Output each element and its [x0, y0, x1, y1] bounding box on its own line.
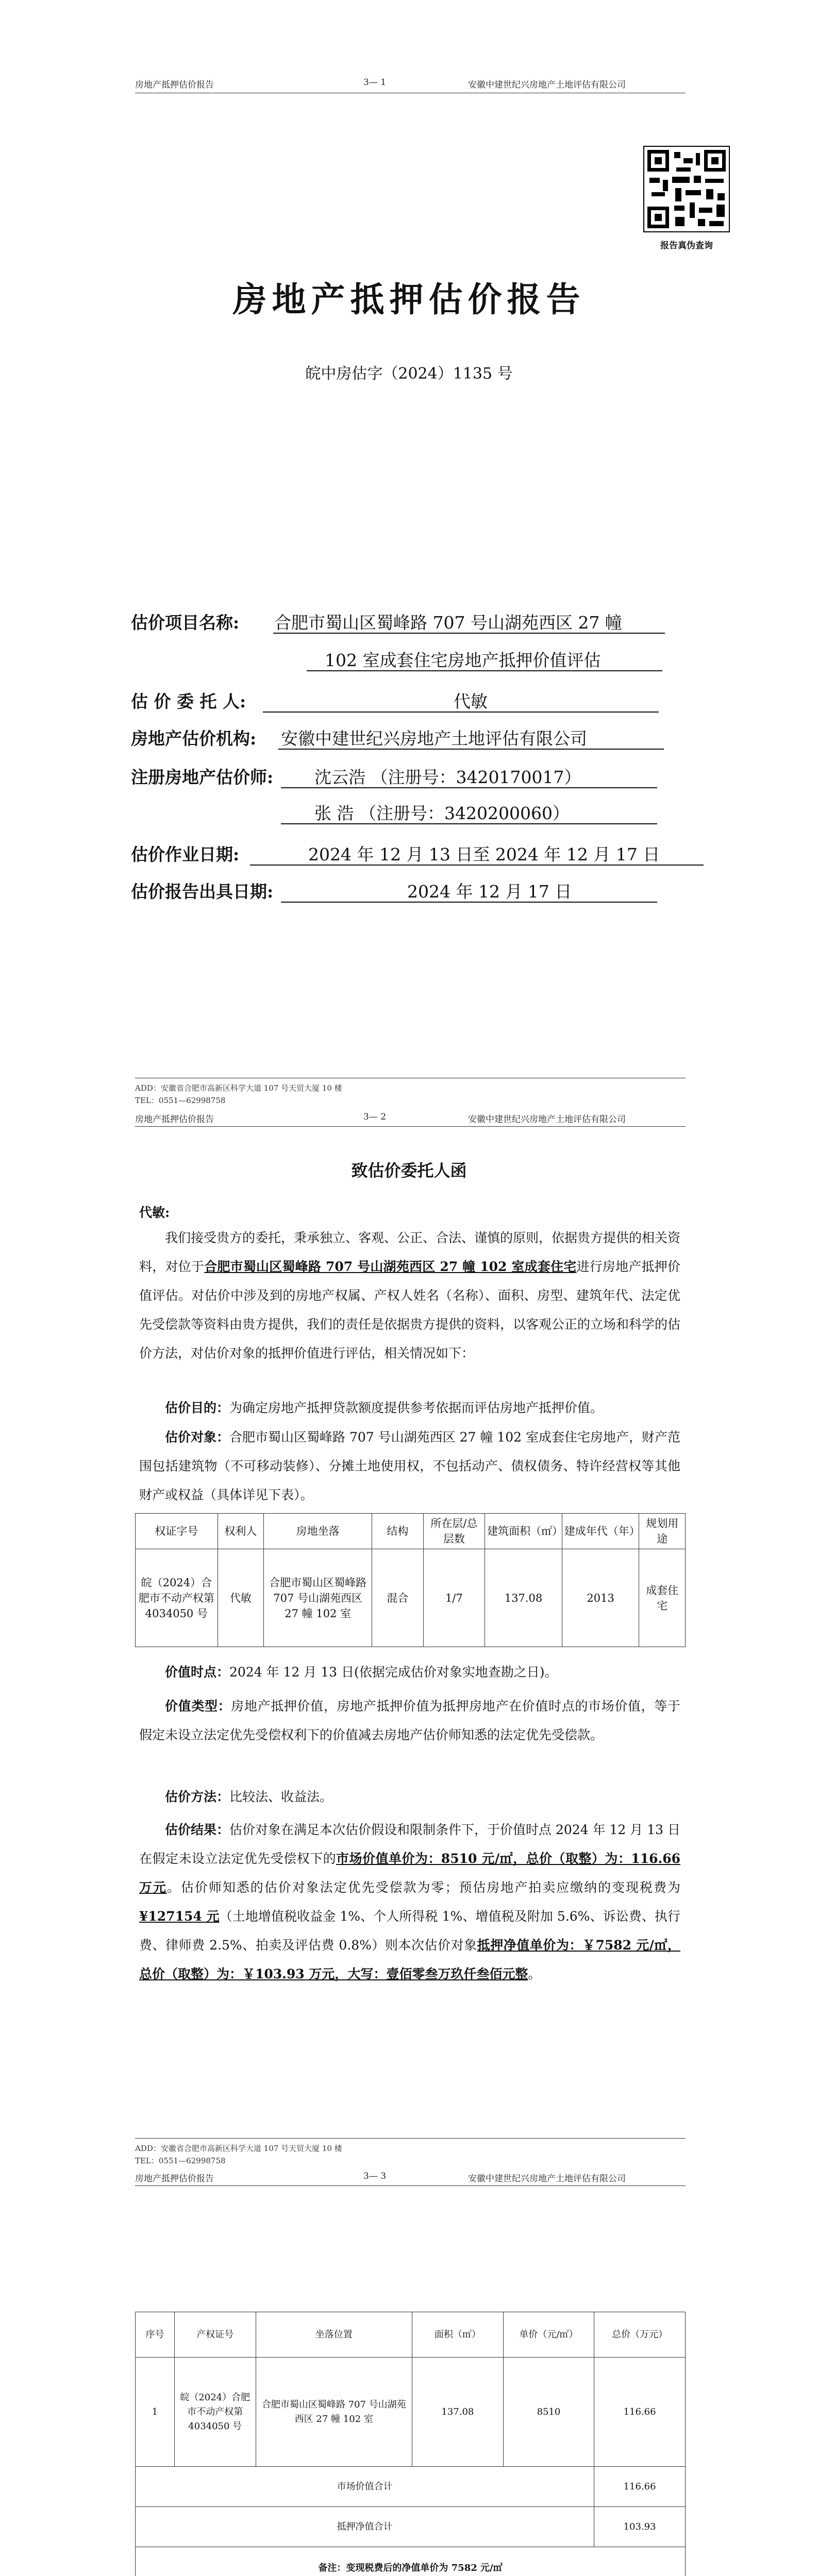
property-table-header: 权证字号 权利人 房地坐落 结构 所在层/总层数 建筑面积（㎡） 建成年代（年） 规划用途: [136, 1514, 686, 1549]
note-row: 备注：变现税费后的净值单价为 7582 元/㎡: [136, 2547, 686, 2576]
page-header-right: 安徽中建世纪兴房地产土地评估有限公司: [468, 80, 626, 90]
project-name-underline1: [273, 633, 665, 634]
work-date-value: 2024 年 12 月 13 日至 2024 年 12 月 17 日: [308, 844, 660, 865]
value-time-paragraph: 价值时点：2024 年 12 月 13 日(依据完成估价对象实地查勘之日)。: [165, 1665, 558, 1680]
page-header-number: 3— 1: [363, 77, 387, 88]
issue-date-value: 2024 年 12 月 17 日: [407, 882, 572, 902]
appraiser-label: 注册房地产估价师:: [131, 767, 274, 787]
appraiser-1: 沈云浩 （注册号：3420170017）: [314, 767, 581, 787]
result-continued-note: [135, 2196, 686, 2304]
page-header-number: 3— 2: [363, 1112, 387, 1122]
table-row: 1 皖（2024）合肥市不动产权第 4034050 号 合肥市蜀山区蜀峰路 707 号山湖苑西区 27 幢 102 室 137.08 8510 116.66: [136, 2358, 686, 2467]
issue-date-label: 估价报告出具日期:: [131, 882, 274, 902]
method-paragraph: 估价方法：比较法、收益法。: [165, 1789, 333, 1804]
client-value: 代敏: [454, 691, 488, 711]
header-divider: [135, 2185, 686, 2186]
valuation-table: [135, 2312, 686, 2576]
letter-intro: 我们接受贵方的委托，秉承独立、客观、公正、合法、谨慎的原则，依据贵方提供的相关资料，对位于合肥市蜀山区蜀峰路 707 号山湖苑西区 27 幢 102 室成套住宅进行房地产抵押价值评估。对估价中涉及到的房地产权属、产权人姓名（名称）、面积、房型、建筑年代、法定优先受偿款等资料由贵方提供，我们的责任是依据贵方提供的资料，以客观公正的立场和科学的估价方法，对估价对象的抵押价值进行评估，相关情况如下：: [139, 1230, 681, 1361]
project-name-line2: 102 室成套住宅房地产抵押价值评估: [325, 650, 601, 670]
intro-property: 合肥市蜀山区蜀峰路 707 号山湖苑西区 27 幢 102 室成套住宅: [204, 1259, 577, 1274]
appraiser-1-underline: [281, 787, 657, 788]
footer-tel: TEL：0551—62998758: [135, 2156, 226, 2165]
project-name-underline2: [307, 670, 662, 671]
object-paragraph: 估价对象：合肥市蜀山区蜀峰路 707 号山湖苑西区 27 幢 102 室成套住宅房地产，财产范围包括建筑物（不可移动装修）、分摊土地使用权，不包括动产、债权债务、特许经营权等其他财产或权益（具体详见下表）。: [139, 1430, 680, 1502]
footer-address: ADD：安徽省合肥市高新区科学大道 107 号天贸大厦 10 楼: [135, 2144, 342, 2153]
market-total-row: 市场价值合计 116.66: [136, 2467, 686, 2507]
appraiser-2: 张 浩 （注册号：3420200060）: [314, 803, 570, 823]
report-number: 皖中房估字（2024）1135 号: [305, 365, 513, 383]
page-header-left: 房地产抵押估价报告: [135, 80, 214, 90]
page-header-left: 房地产抵押估价报告: [135, 2174, 214, 2184]
valuation-table-header: 序号 产权证号 坐落位置 面积（㎡） 单价（元/㎡） 总价（万元）: [136, 2312, 686, 2358]
table-row: 皖（2024）合肥市不动产权第 4034050 号 代敏 合肥市蜀山区蜀峰路 707 号山湖苑西区 27 幢 102 室 混合 1/7 137.08 2013 成套住宅: [136, 1549, 686, 1647]
property-table: [135, 1513, 686, 1647]
tax-amount: ¥127154 元: [139, 1909, 220, 1924]
page-header-number: 3— 3: [363, 2171, 387, 2181]
market-value-text: 市场价值单价为：8510 元/㎡，总价（取整）为：116.66 万元: [139, 1851, 680, 1895]
qr-code[interactable]: [643, 146, 730, 232]
footer-tel: TEL：0551—62998758: [135, 1096, 226, 1105]
project-name-label: 估价项目名称:: [131, 613, 240, 633]
header-divider: [135, 1126, 686, 1127]
letter-title: 致估价委托人函: [351, 1161, 467, 1180]
agency-label: 房地产估价机构:: [131, 728, 257, 749]
page-header-right: 安徽中建世纪兴房地产土地评估有限公司: [468, 1114, 626, 1125]
page-header-right: 安徽中建世纪兴房地产土地评估有限公司: [468, 2174, 626, 2184]
work-date-label: 估价作业日期:: [131, 844, 240, 865]
result-paragraph: 估价结果：估价对象在满足本次估价假设和限制条件下，于价值时点 2024 年 12 月 13 日在假定未设立法定优先受偿权下的市场价值单价为：8510 元/㎡，总价（取整）为：116.66 万元。估价师知悉的估价对象法定优先受偿款为零；预估房地产拍卖应缴纳的变现税费为¥127154 元（土地增值税收益金 1%、个人所得税 1%、增值税及附加 5.6%、诉讼费、执行费、律师费 2.5%、拍卖及评估费 0.8%）则本次估价对象抵押净值单价为：￥7582 元/㎡，总价（取整）为：￥103.93 万元，大写：壹佰零叁万玖仟叁佰元整。: [139, 1822, 680, 1981]
value-type-paragraph: 价值类型：房地产抵押价值，房地产抵押价值为抵押房地产在价值时点的市场价值，等于假定未设立法定优先受偿权利下的价值减去房地产估价师知悉的法定优先受偿款。: [139, 1699, 680, 1742]
letter-salutation: 代敏:: [139, 1205, 170, 1220]
footer-divider: [135, 2138, 686, 2139]
agency-underline: [278, 749, 664, 750]
qr-caption: 报告真伪查询: [660, 241, 713, 251]
client-underline: [263, 711, 659, 713]
report-title: 房地产抵押估价报告: [232, 279, 586, 319]
continued-mark: [135, 2196, 686, 2304]
appraiser-2-underline: [281, 823, 657, 824]
client-label: 估 价 委 托 人:: [131, 691, 246, 711]
net-total-row: 抵押净值合计 103.93: [136, 2507, 686, 2547]
work-date-underline: [250, 865, 704, 866]
page-header-left: 房地产抵押估价报告: [135, 1114, 214, 1125]
issue-date-underline: [281, 902, 657, 903]
agency-value: 安徽中建世纪兴房地产土地评估有限公司: [281, 728, 587, 749]
footer-address: ADD：安徽省合肥市高新区科学大道 107 号天贸大厦 10 楼: [135, 1083, 342, 1093]
purpose-paragraph: 估价目的：为确定房地产抵押贷款额度提供参考依据而评估房地产抵押价值。: [165, 1400, 604, 1415]
project-name-line1: 合肥市蜀山区蜀峰路 707 号山湖苑西区 27 幢: [274, 613, 622, 633]
net-value-text: 抵押净值单价为：￥7582 元/㎡，总价（取整）为：￥103.93 万元，大写：壹佰零叁万玖仟叁佰元整: [139, 1938, 680, 1981]
